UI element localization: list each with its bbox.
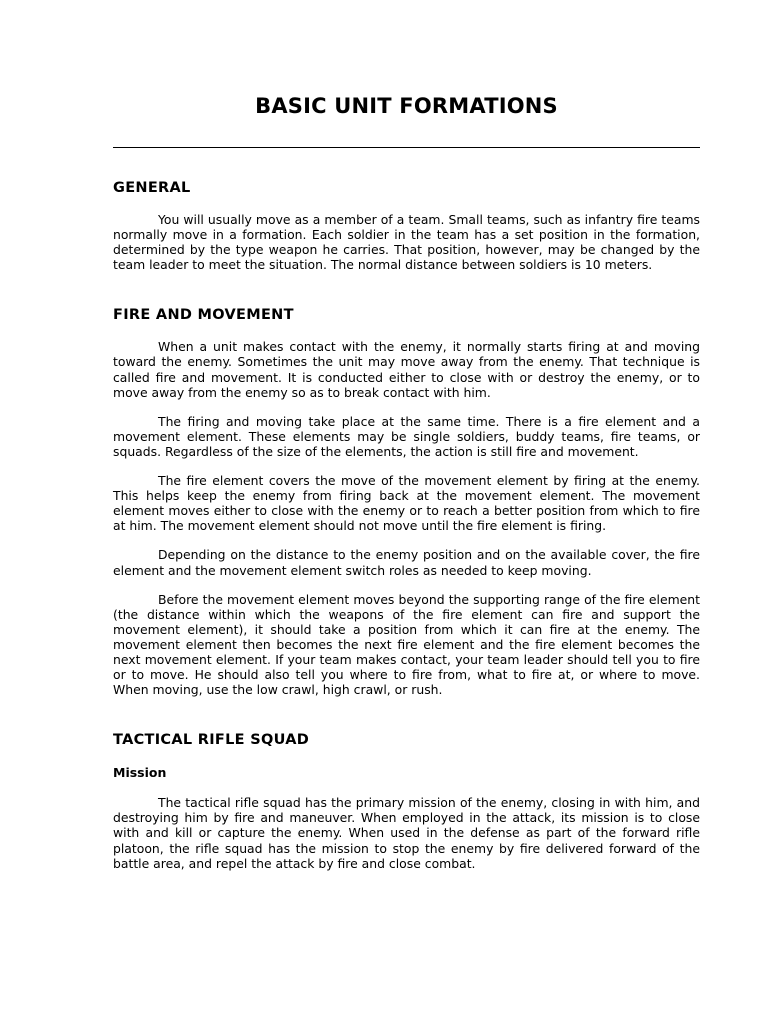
section-heading-general: GENERAL: [113, 180, 191, 196]
title-divider: [113, 147, 700, 148]
paragraph: The fire element covers the move of the movement element by firing at the enemy. This helps keep the enemy from firing back at the movement element. The movement element moves either to close with the enemy or to reach a better position from which to fire at him. The movement element should not move until the fire element is firing.: [113, 473, 700, 534]
paragraph: When a unit makes contact with the enemy, it normally starts firing at and moving toward the enemy. Sometimes the unit may move away from the enemy. That technique is called fire and movement. It is conducted either to close with or destroy the enemy, or to move away from the enemy so as to break contact with him.: [113, 339, 700, 400]
document-title: BASIC UNIT FORMATIONS: [255, 94, 558, 118]
paragraph: You will usually move as a member of a team. Small teams, such as infantry fire teams normally move in a formation. Each soldier in the team has a set position in the formation, determined by the type weapon he carries. That position, however, may be changed by the team leader to meet the situation. The normal distance between soldiers is 10 meters.: [113, 212, 700, 273]
section-general: [113, 178, 700, 272]
section-tactical-rifle-squad: [113, 730, 700, 870]
subheading-mission: Mission: [113, 765, 167, 781]
paragraph: Before the movement element moves beyond the supporting range of the fire element (the distance within which the weapons of the fire element can fire and support the movement element), it should take a position from which it can fire at the enemy. The movement element then becomes the next fire element and the fire element becomes the next movement element. If your team makes contact, your team leader should tell you to fire or to move. He should also tell you where to fire from, what to fire at, or where to move. When moving, use the low crawl, high crawl, or rush.: [113, 591, 700, 698]
paragraph: The firing and moving take place at the same time. There is a fire element and a movement element. These elements may be single soldiers, buddy teams, fire teams, or squads. Regardless of the size of the elements, the action is still fire and movement.: [113, 413, 700, 459]
section-fire-and-movement: [113, 305, 700, 697]
section-heading-fire-and-movement: FIRE AND MOVEMENT: [113, 307, 294, 324]
paragraph: The tactical rifle squad has the primary mission of the enemy, closing in with him, and destroying him by fire and maneuver. When employed in the attack, its mission is to close with and kill or capture the enemy. When used in the defense as part of the forward rifle platoon, the rifle squad has the mission to stop the enemy by fire delivered forward of the battle area, and repel the attack by fire and close combat.: [113, 795, 700, 871]
paragraph: Depending on the distance to the enemy position and on the available cover, the fire element and the movement element switch roles as needed to keep moving.: [113, 547, 700, 578]
section-heading-tactical-rifle-squad: TACTICAL RIFLE SQUAD: [113, 732, 310, 749]
